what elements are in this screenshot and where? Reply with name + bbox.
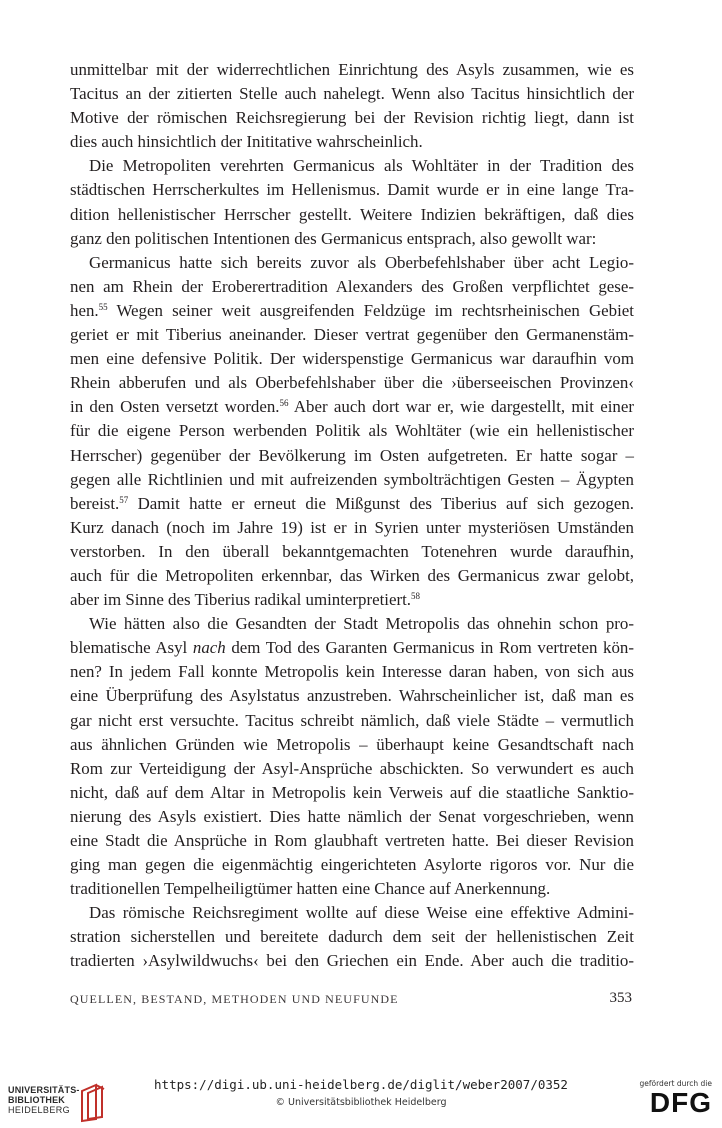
text-line: traditionellen Tempelheiligtümer hatten eine Chance auf Anerkennung.: [70, 879, 551, 899]
footnote-ref[interactable]: 58: [411, 591, 421, 602]
text-line: dition hellenistischer Herrscher gestellt. Weitere Indizien bekräftigen, daß dies: [70, 204, 634, 224]
text-line: Wie hätten also die Gesandten der Stadt Metropolis das ohnehin schon pro-: [89, 614, 634, 634]
text-line: [70, 588, 634, 612]
text-line: für die eigene Person werbenden Politik als Wohltäter (wie ein hellenistischer: [70, 421, 634, 441]
source-url-link[interactable]: https://digi.ub.uni-heidelberg.de/diglit/weber2007/0352: [154, 1077, 568, 1092]
text-segment: hen.: [70, 300, 99, 320]
text-line: städtischen Herrscherkultes im Hellenismus. Damit wurde er in eine lange Tra-: [70, 180, 634, 200]
text-line: eine Stadt die Ansprüche in Rom glaubhaft vertreten hatte. Bei dieser Revision: [70, 831, 634, 850]
text-line: gegen alle Richtlinien und mit aufreizenden symbolträchtigen Gesten – Ägypten: [70, 469, 634, 489]
text-segment: in den Osten versetzt worden.: [70, 397, 280, 417]
text-line: Rhein abberufen und als Oberbefehlshaber über die ›überseeischen Provinzen‹: [70, 373, 634, 393]
text-line: verstorben. In den überall bekanntgemachten Totenehren wurde daraufhin,: [70, 541, 634, 561]
text-segment: Wegen seiner weit ausgreifenden Feldzüge im rechtsrheinischen Gebiet: [107, 300, 634, 320]
emphasis: nach: [192, 638, 226, 658]
library-logo-line2: BIBLIOTHEK: [8, 1095, 65, 1105]
page-number: 353: [609, 990, 632, 1006]
text-line: nierung des Asyls existiert. Dies hatte nämlich der Senat vorgeschrieben, wenn: [70, 806, 634, 826]
text-line: Tacitus an der zitierten Stelle auch nahelegt. Wenn also Tacitus hinsichtlich der: [70, 84, 634, 104]
text-line: aus ähnlichen Gründen wie Metropolis – überhaupt keine Gesandtschaft nach: [70, 734, 634, 754]
text-line: nen? In jedem Fall konnte Metropolis kein Interesse daran haben, von sich aus: [70, 662, 634, 682]
library-logo-line3: HEIDELBERG: [8, 1105, 71, 1115]
text-line: Rom zur Verteidigung der Asyl-Ansprüche abschickten. So verwundert es auch: [70, 758, 634, 778]
text-line: Kurz danach (noch im Jahre 19) ist er in Syrien unter mysteriösen Umständen: [70, 517, 634, 537]
text-line: [70, 492, 634, 516]
text-line: ganz den politischen Intentionen des Germanicus entsprach, also gewollt war:: [70, 228, 597, 248]
text-line: Die Metropoliten verehrten Germanicus als Wohltäter in der Tradition des: [89, 156, 634, 176]
text-segment: Aber auch dort war er, wie dargestellt, mit einer: [288, 397, 634, 417]
text-line: men eine defensive Politik. Der widerspenstige Germanicus war daraufhin vom: [70, 349, 634, 369]
text-line: stration sicherstellen und bereitete dadurch dem seit der hellenistischen Zeit: [70, 927, 634, 947]
text-segment: aber im Sinne des Tiberius radikal uminterpretiert.: [70, 590, 412, 610]
running-footer: [70, 992, 634, 1012]
text-line: dies auch hinsichtlich der Inititative wahrscheinlich.: [70, 132, 423, 152]
library-emblem-icon: [78, 1083, 108, 1123]
digitization-footer: [0, 1075, 722, 1128]
text-line: eine Überprüfung des Asylstatus anzustreben. Wahrscheinlicher ist, daß man es: [70, 686, 634, 706]
library-logo[interactable]: [8, 1083, 138, 1123]
copyright-notice: © Universitätsbibliothek Heidelberg: [275, 1097, 447, 1108]
body-text: [70, 58, 634, 974]
text-line: [70, 636, 634, 660]
text-segment: dem Tod des Garanten Germanicus in Rom vertreten kön-: [225, 638, 634, 658]
text-line: gar nicht erst versuchte. Tacitus schreibt nämlich, daß viele Städte – vermutlich: [70, 710, 634, 730]
footnote-ref[interactable]: 56: [279, 398, 289, 409]
text-line: unmittelbar mit der widerrechtlichen Einrichtung des Asyls zusammen, wie es: [70, 60, 634, 79]
text-segment: blematische Asyl: [70, 638, 193, 658]
text-line: Germanicus hatte sich bereits zuvor als Oberbefehlshaber über acht Legio-: [89, 252, 634, 272]
text-line: auch für die Metropoliten erkennbar, das Wirken des Germanicus zwar gelobt,: [70, 565, 634, 585]
text-segment: bereist.: [70, 493, 120, 513]
dfg-sponsor-logo[interactable]: [632, 1079, 712, 1125]
text-line: Herrscher) gegenüber der Bevölkerung im Osten aufgetreten. Er hatte sogar –: [70, 445, 634, 465]
text-line: nen am Rhein der Eroberertradition Alexanders des Großen verpflichtet gese-: [70, 276, 634, 296]
text-line: Das römische Reichsregiment wollte auf diese Weise eine effektive Admini-: [89, 903, 634, 923]
text-line: tradierten ›Asylwildwuchs‹ bei den Griechen ein Ende. Aber auch die traditio-: [70, 951, 634, 971]
library-logo-line1: UNIVERSITÄTS-: [8, 1085, 80, 1095]
text-line: nicht, daß auf dem Altar in Metropolis kein Verweis auf die staatliche Sanktio-: [70, 782, 634, 802]
text-line: Motive der römischen Reichsregierung bei der Revision richtig liegt, dann ist: [70, 108, 634, 128]
footnote-ref[interactable]: 57: [119, 494, 129, 505]
text-line: geriet er mit Tiberius aneinander. Dieser vertrat gegenüber den Germanenstäm-: [70, 325, 634, 345]
footnote-ref[interactable]: 55: [98, 301, 108, 312]
dfg-mark: DFG: [649, 1087, 712, 1118]
running-footer-title: QUELLEN, BESTAND, METHODEN UND NEUFUNDE: [70, 992, 399, 1006]
text-line: [70, 395, 634, 419]
text-line: ging man gegen die eigenmächtig eingerichteten Asylorte rigoros vor. Nur die: [70, 855, 634, 875]
sponsor-label: gefördert durch die: [639, 1079, 712, 1088]
text-line: [70, 299, 634, 323]
text-segment: Damit hatte er erneut die Mißgunst des Tiberius auf sich gezogen.: [128, 493, 634, 513]
